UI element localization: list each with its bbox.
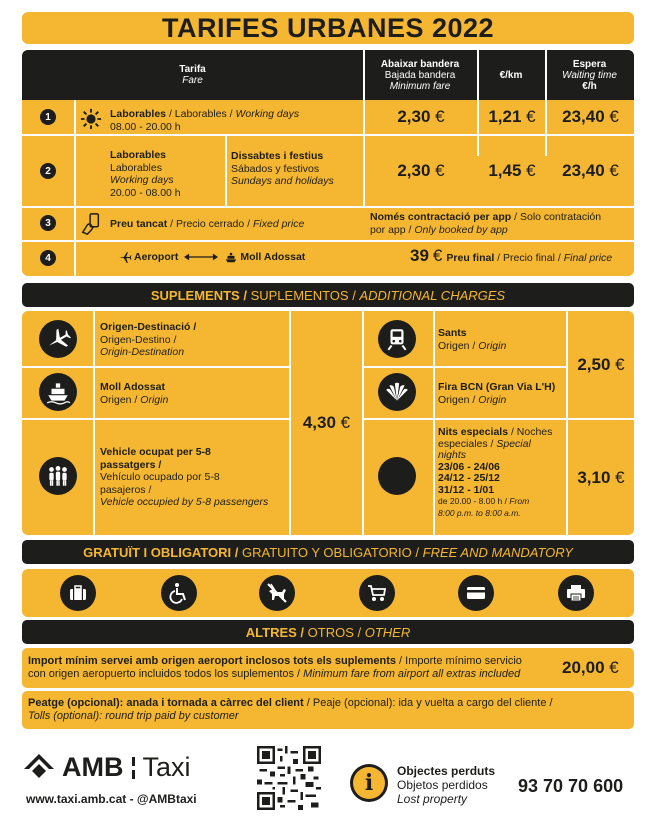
supl-fira [438, 381, 555, 406]
moon-icon [82, 162, 102, 182]
header-espera-unit: €/h [582, 80, 597, 92]
row-1-bandera: 2,30 € [397, 107, 445, 126]
tolls-row [22, 691, 634, 729]
other-en: OTHER [364, 624, 411, 640]
row-2-espera: 23,40 € [562, 161, 619, 180]
amb-logo-icon [22, 752, 56, 786]
other-es: OTROS [307, 624, 354, 640]
supplements-table [22, 311, 634, 535]
free-mandatory-bar: GRATUÏT I OBLIGATORI / GRATUITO Y OBLIGATORIO / FREE AND MANDATORY [22, 540, 634, 564]
brand-amb: AMB [62, 752, 124, 782]
header-bandera [363, 50, 477, 100]
header-espera [545, 50, 634, 100]
header-tarifa [22, 50, 363, 100]
supl-nights-es-1: / Noches [508, 426, 553, 438]
stroller-icon [359, 575, 395, 611]
supl-nights-en-2: nights [438, 449, 467, 461]
ship-icon [39, 373, 77, 411]
supl-vehicle-5-8: Vehicle ocupat per 5-8 passatgers / Vehículo ocupado por 5-8 pasajeros / Vehicle occupied by 5-8 passengers [100, 446, 269, 508]
header-km-label: €/km [499, 69, 523, 81]
wheelchair-icon [161, 575, 197, 611]
supl-nights-date-2: 24/12 - 25/12 [438, 472, 500, 484]
header-espera-label: Espera [572, 58, 607, 70]
supplements-ca: SUPLEMENTS [150, 287, 240, 303]
supl-price-a: 2,50 € [577, 354, 625, 374]
supl-origin-destination-es: Origen-Destino / [100, 333, 177, 346]
minimum-fare-currency: € [609, 658, 619, 677]
row-3-note-es: / Solo contratación [511, 211, 602, 223]
minimum-fare-ca: Import mínim servei amb origen aeroport inclosos tots els suplements [28, 655, 396, 667]
supl-vehicle-es-2: pasajeros / [100, 483, 152, 496]
supl-sants-origin: Origin [478, 339, 507, 352]
header-tarifa-label: Tarifa [179, 64, 206, 75]
sun-icon [80, 108, 102, 130]
row-2-weekday [110, 149, 181, 199]
row-1-label-en: Working days [235, 108, 300, 120]
row-3-note-en: Only booked by app [414, 223, 508, 236]
row-1-espera: 23,40 € [562, 107, 619, 126]
supl-moll-adossat-title: Moll Adossat [100, 381, 165, 393]
supl-vehicle-ca-1: Vehicle ocupat per 5-8 [100, 446, 211, 458]
train-icon [378, 320, 416, 358]
row-4-to: Moll Adossat [240, 251, 306, 263]
row-2-label-es: Laborables [110, 161, 162, 174]
row-1-label [110, 108, 299, 133]
minimum-fare-es-2: con origen aeropuerto incluidos todos los suplementos / [28, 668, 304, 680]
row-3-note [370, 211, 632, 236]
supplements-bar: SUPLEMENTS / SUPLEMENTOS / ADDITIONAL CHARGES [22, 283, 634, 307]
row-4-final-ca: Preu final [446, 252, 495, 264]
row-2-number: 2 [40, 163, 56, 179]
row-1-label-es: / Laborables / [166, 108, 236, 120]
other-ca: ALTRES [245, 624, 297, 640]
supl-origin-destination-ca: Origen-Destinació [100, 321, 191, 333]
header-km [477, 50, 545, 100]
brand [62, 752, 191, 783]
row-3-label-ca: Preu tancat [110, 218, 168, 230]
group-icon [39, 457, 77, 495]
row-4-number: 4 [40, 250, 56, 266]
supl-fira-origen: Origen / [438, 393, 479, 406]
row-4-final-es: / Precio final / [494, 252, 564, 264]
supl-nights-date-1: 23/06 - 24/06 [438, 460, 500, 473]
luggage-icon [60, 575, 96, 611]
free-mandatory-es: GRATUITO Y OBLIGATORIO [242, 544, 412, 560]
row-3-label-es: / Precio cerrado / [167, 218, 253, 230]
row-3-label [110, 218, 304, 231]
supl-vehicle-en: Vehicle occupied by 5-8 passengers [100, 496, 269, 508]
tolls-en: Tolls (optional): round trip paid by customer [28, 710, 239, 722]
row-4-from: Aeroport [134, 251, 179, 263]
other-bar: ALTRES / OTROS / OTHER [22, 620, 634, 644]
free-mandatory-en: FREE AND MANDATORY [422, 544, 573, 560]
minimum-fare-es: / Importe mínimo servicio [395, 655, 522, 667]
tolls-ca: Peatge (opcional): anada i tornada a càrrec del client [28, 697, 304, 709]
row-2-holiday-es: Sábados y festivos [231, 162, 320, 175]
lost-property [397, 764, 495, 806]
supl-nights-hours: de 20.00 - 8.00 h / [438, 496, 510, 506]
supl-left-price: 4,30 € [302, 413, 351, 432]
row-3-note-ca: Només contractació per app [370, 211, 512, 223]
supl-sants-origen: Origen / [438, 339, 479, 352]
row-2-bandera: 2,30 € [397, 161, 445, 180]
supl-nights-es-2: especiales / [438, 437, 497, 450]
minimum-fare-row [22, 648, 634, 688]
row-4-final-en: Final price [563, 252, 613, 264]
supl-sants [438, 327, 506, 352]
row-2-label-en: Working days [110, 174, 174, 186]
tolls-text [28, 697, 628, 723]
free-mandatory-ca: GRATUÏT I OBLIGATORI [83, 544, 232, 560]
receipt-printer-icon [558, 575, 594, 611]
row-2-hours: 20.00 - 08.00 h [110, 186, 181, 199]
supl-fira-title: Fira BCN (Gran Via L'H) [438, 381, 556, 393]
fira-icon [378, 373, 416, 411]
header-fare-label: Fare [182, 75, 203, 86]
row-4-route [118, 250, 305, 264]
supl-vehicle-ca-2: passatgers [100, 458, 156, 471]
brand-taxi: Taxi [142, 752, 191, 782]
row-2-holidays [231, 150, 334, 188]
row-2-holiday-ca: Dissabtes i festius [231, 150, 324, 162]
supplements-es: SUPLEMENTOS [250, 287, 349, 303]
supl-special-nights [438, 427, 568, 519]
info-icon: i [350, 764, 388, 802]
supl-nights-from: From [509, 496, 530, 506]
phone-number[interactable]: 93 70 70 600 [518, 776, 624, 796]
row-2-label-ca: Laborables [110, 149, 167, 161]
row-3-note-es2: por app / [370, 223, 415, 236]
supl-moll-adossat-origen: Origen / [100, 393, 141, 406]
supl-moll-adossat [100, 381, 168, 406]
supl-origin-destination-en: Origin-Destination [100, 346, 185, 358]
hand-phone-icon [80, 212, 102, 236]
row-1-km: 1,21 € [488, 107, 536, 126]
guide-dog-icon [259, 575, 295, 611]
row-4-price [410, 246, 612, 266]
header-bandera-en: Minimum fare [389, 80, 451, 92]
free-mandatory-icons [22, 569, 634, 617]
supplements-en: ADDITIONAL CHARGES [359, 287, 506, 303]
page-title: TARIFES URBANES 2022 [22, 12, 634, 44]
lost-property-ca: Objectes perduts [397, 764, 496, 778]
supl-origin-destination: Origen-Destinació / Origen-Destino / Origin-Destination [100, 321, 197, 358]
row-2-holiday-en: Sundays and holidays [231, 175, 334, 187]
supl-nights-hours-en: 8:00 p.m. to 8:00 a.m. [438, 507, 521, 518]
row-2-km: 1,45 € [488, 161, 536, 180]
supl-moll-adossat-origin: Origin [140, 393, 169, 406]
row-1-hours: 08.00 - 20.00 h [110, 120, 181, 133]
plane-icon [39, 320, 77, 358]
fare-table [22, 50, 634, 276]
row-4-price-value: 39 [410, 246, 429, 265]
supl-sants-title: Sants [438, 327, 467, 339]
row-4-price-currency: € [432, 246, 443, 265]
header-bandera-es: Bajada bandera [384, 69, 456, 81]
row-1-number: 1 [40, 109, 56, 125]
ship-icon [224, 250, 238, 264]
row-1-label-ca: Laborables [110, 108, 167, 120]
supl-fira-origin: Origin [478, 393, 507, 406]
moon-icon [378, 457, 416, 495]
website-link[interactable]: www.taxi.amb.cat - @AMBtaxi [26, 792, 197, 806]
supl-nights-date-3: 31/12 - 1/01 [438, 483, 495, 496]
tolls-es: / Peaje (opcional): ida y vuelta a cargo del cliente / [303, 697, 553, 709]
supl-nights-en-1: Special [496, 437, 531, 450]
minimum-fare-en: Minimum fare from airport all extras included [303, 668, 521, 680]
supl-price-b: 3,10 € [577, 467, 625, 487]
lost-property-en: Lost property [397, 792, 468, 806]
minimum-fare-value: 20,00 [562, 658, 605, 677]
minimum-fare-text [28, 655, 558, 681]
qr-code[interactable] [257, 746, 321, 810]
row-3-number: 3 [40, 215, 56, 231]
supl-vehicle-es-1: Vehículo ocupado por 5-8 [100, 471, 220, 483]
header-bandera-ca: Abaixar bandera [380, 58, 460, 70]
card-icon [458, 575, 494, 611]
double-arrow-icon [184, 252, 218, 262]
minimum-fare-price [562, 658, 619, 678]
plane-icon [118, 250, 132, 264]
lost-property-es: Objetos perdidos [397, 778, 488, 792]
supl-nights-ca: Nits especials [438, 426, 509, 438]
header-espera-en: Waiting time [562, 69, 617, 81]
row-3-label-en: Fixed price [252, 218, 305, 230]
